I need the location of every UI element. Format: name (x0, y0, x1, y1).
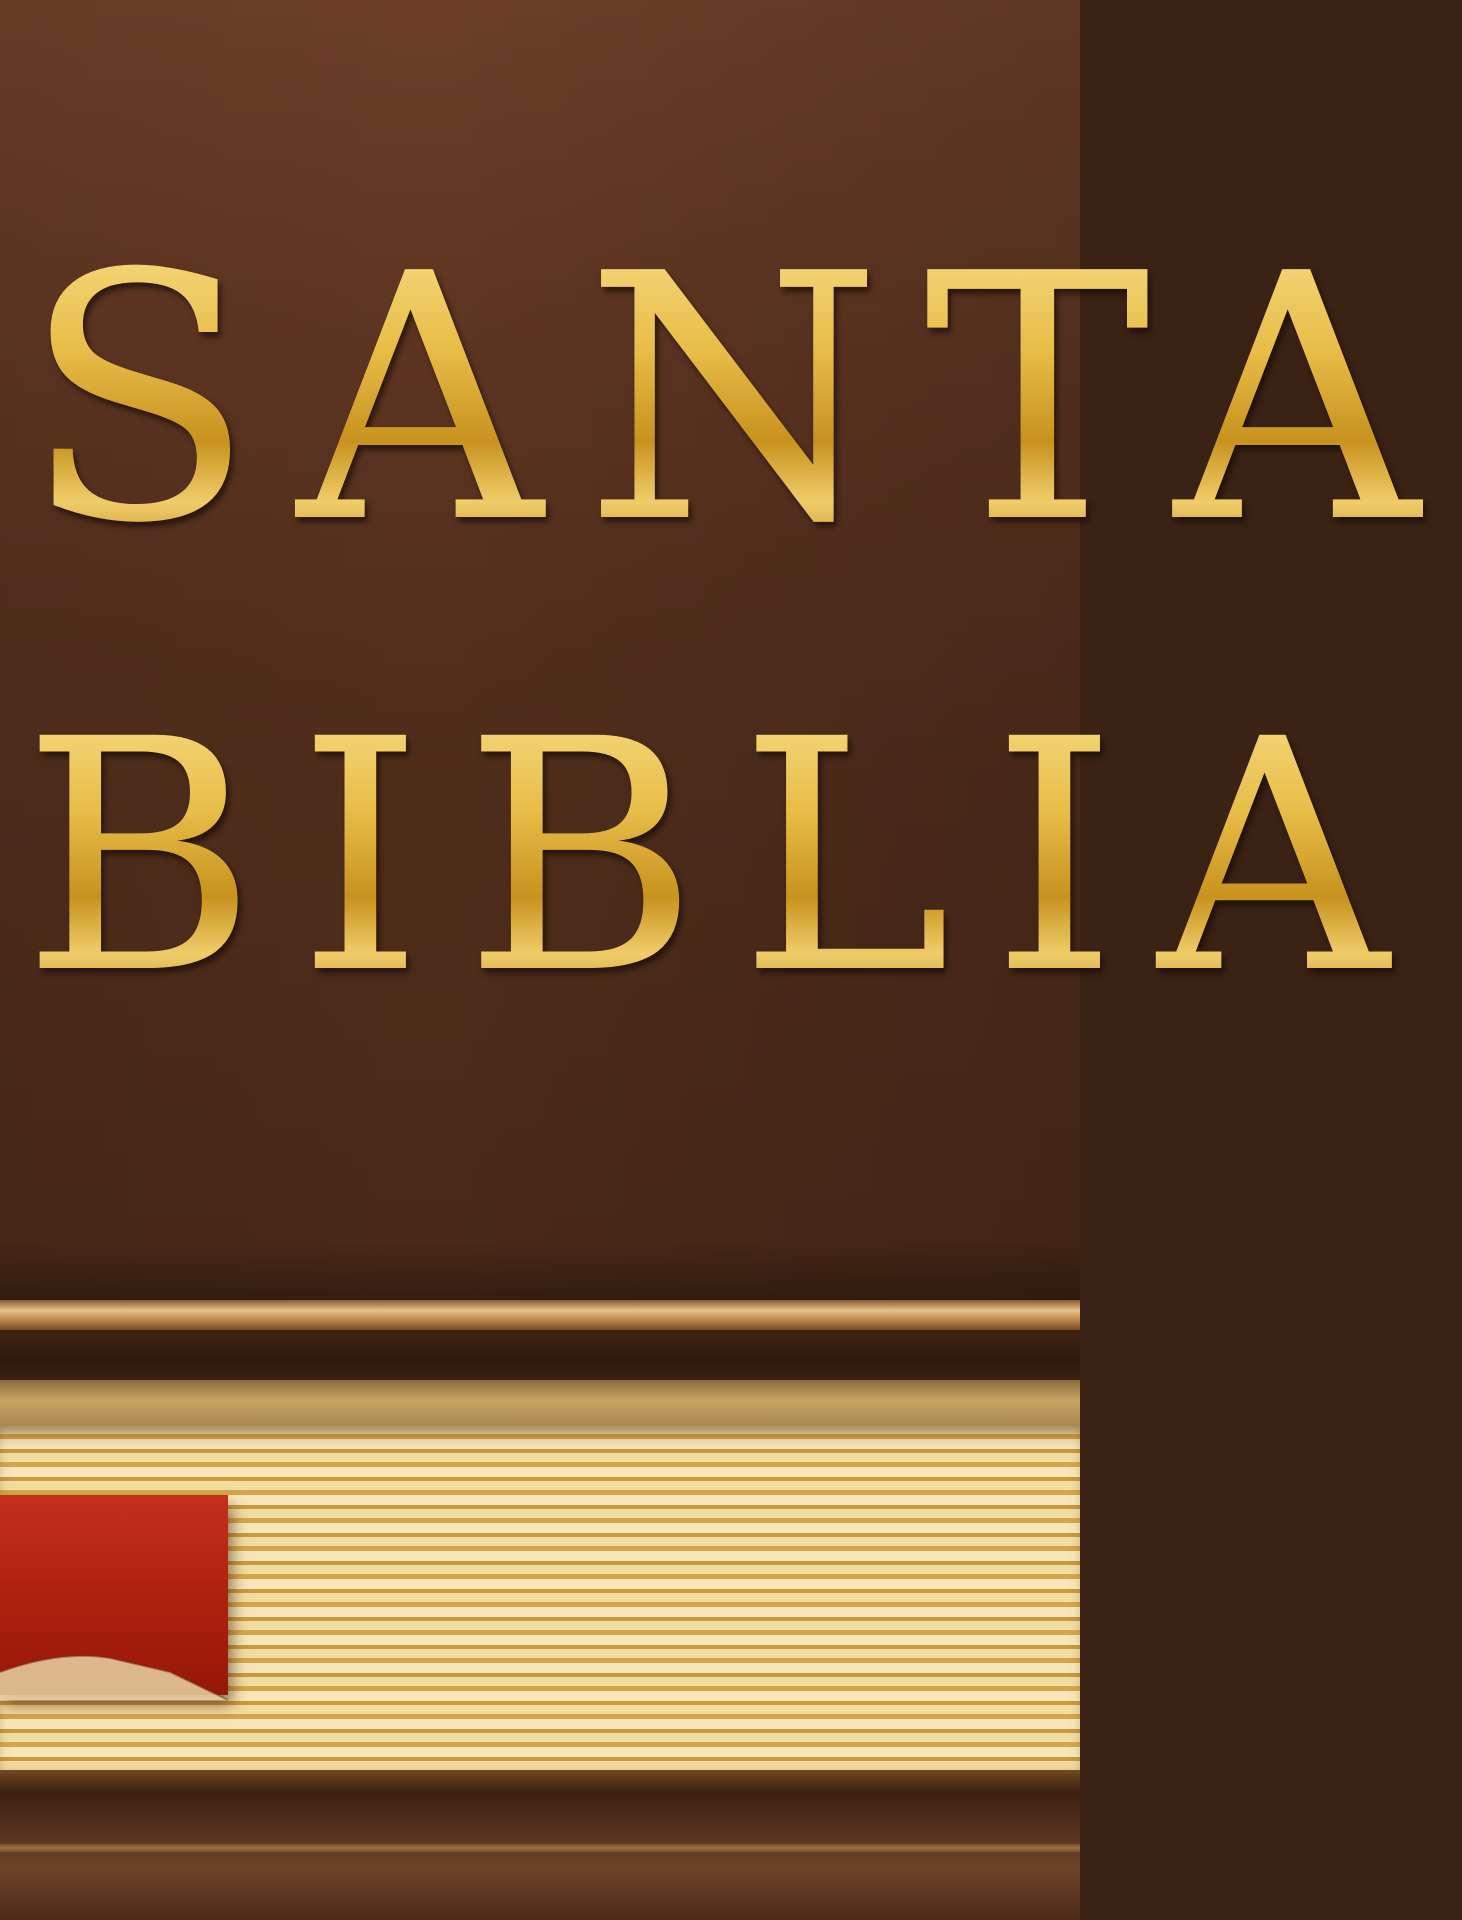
title-biblia: BIBLIA (22, 672, 1429, 1044)
title-santa: SANTA (22, 202, 1462, 598)
page-block-top-edge (0, 1380, 1080, 1425)
gold-trim-top (0, 1300, 1080, 1330)
back-cover-trim (0, 1792, 1080, 1920)
page-block-bottom-edge (0, 1770, 1080, 1792)
cover-edge-band (0, 1330, 1080, 1380)
ribbon-notch-shape (0, 1650, 228, 1700)
